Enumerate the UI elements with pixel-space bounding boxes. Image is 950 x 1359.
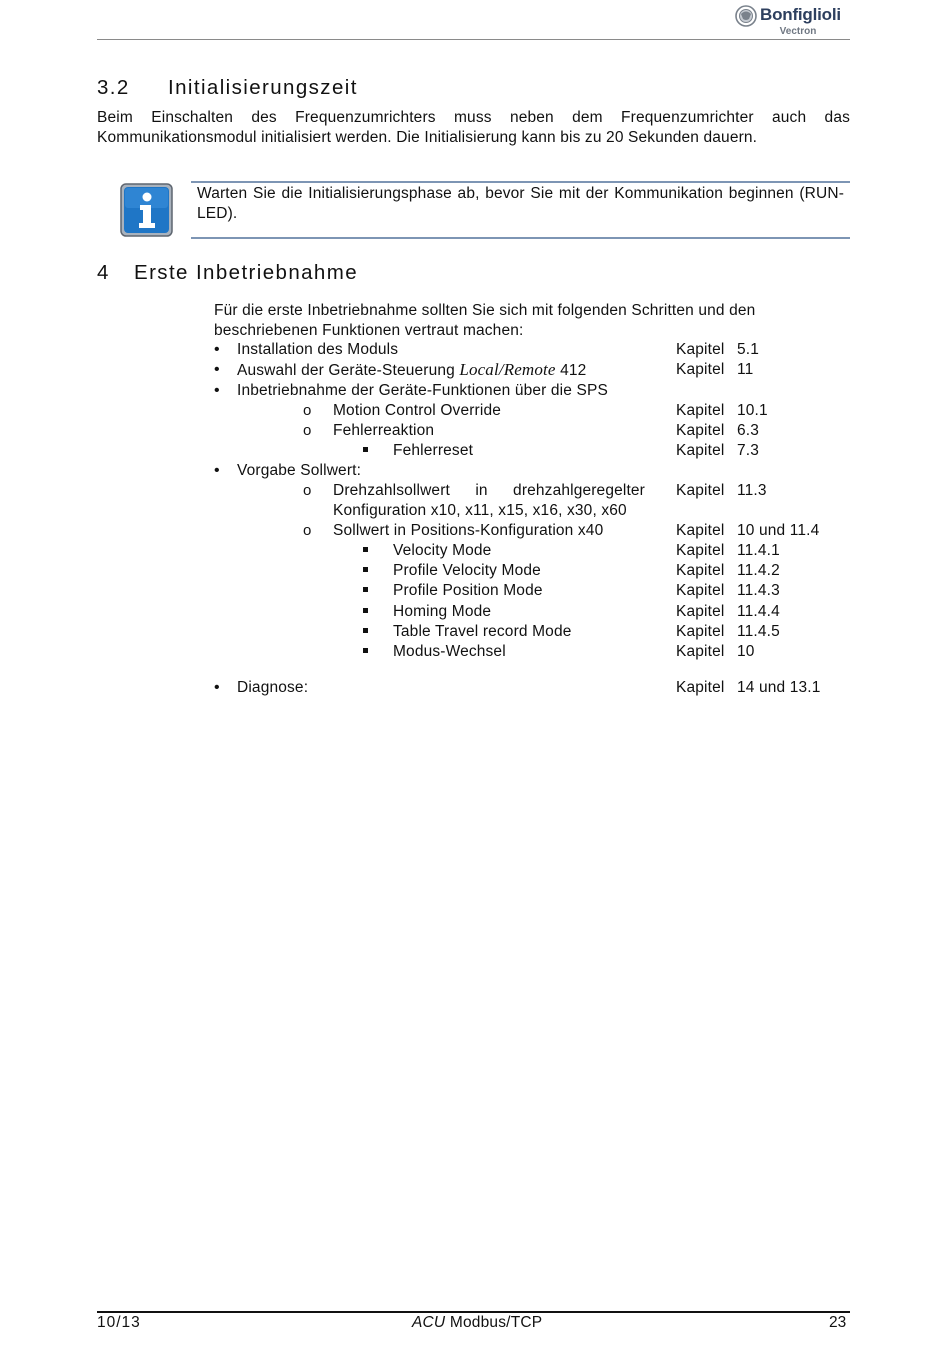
list-item-label: Velocity Mode	[393, 542, 492, 559]
chapter-label: Kapitel	[676, 603, 725, 620]
chapter-ref: 11	[737, 361, 754, 378]
list-item	[214, 602, 850, 622]
section-paragraph: Beim Einschalten des Frequenzumrichters muss neben dem Frequenzumrichter auch das Kommunikationsmodul initialisiert werden. Die Initialisierung kann bis zu 20 Sekunden dauern.	[97, 109, 850, 146]
note-divider-bottom	[191, 237, 850, 239]
chapter-ref: 7.3	[737, 442, 759, 459]
chapter-label: Kapitel	[676, 679, 725, 696]
list-item	[214, 401, 850, 421]
chapter-ref: 11.4.3	[737, 582, 780, 599]
bullet-icon: •	[214, 462, 220, 479]
chapter-label: Kapitel	[676, 582, 725, 599]
list-item-label: Modus-Wechsel	[393, 643, 506, 660]
chapter-label: Kapitel	[676, 482, 725, 499]
section-intro: Für die erste Inbetriebnahme sollten Sie sich mit folgenden Schritten und den beschriebenen Funktionen vertraut machen:	[214, 302, 756, 339]
list-item	[214, 561, 850, 581]
list-item-label: Profile Velocity Mode	[393, 562, 541, 579]
square-bullet-icon	[363, 602, 368, 620]
square-bullet-icon	[363, 541, 368, 559]
section-title: Initialisierungszeit	[168, 76, 358, 99]
header-divider	[97, 39, 850, 40]
bonfiglioli-logo-icon	[735, 5, 757, 27]
chapter-ref: 11.4.4	[737, 603, 780, 620]
label-text: Auswahl der Geräte-Steuerung	[237, 362, 455, 379]
square-bullet-icon	[363, 581, 368, 599]
chapter-ref: 10	[737, 643, 755, 660]
footer-divider	[97, 1311, 850, 1313]
product-name-italic: ACU	[412, 1314, 446, 1331]
list-item	[214, 622, 850, 642]
list-item	[214, 461, 850, 481]
bullet-icon: •	[214, 361, 220, 378]
square-bullet-icon	[363, 642, 368, 660]
chapter-label: Kapitel	[676, 442, 725, 459]
chapter-label: Kapitel	[676, 361, 725, 378]
list-item	[214, 581, 850, 601]
square-bullet-icon	[363, 622, 368, 640]
company-logo	[735, 3, 850, 39]
page-number: 23	[829, 1314, 847, 1331]
list-item	[214, 421, 850, 441]
chapter-ref: 11.3	[737, 482, 767, 499]
chapter-label: Kapitel	[676, 643, 725, 660]
list-item-label	[237, 360, 586, 381]
chapter-label: Kapitel	[676, 341, 725, 358]
list-item-continuation	[214, 501, 850, 521]
list-item	[214, 678, 850, 698]
list-item-label: Vorgabe Sollwert:	[237, 462, 362, 479]
list-item	[214, 642, 850, 662]
list-item-label: Motion Control Override	[333, 402, 501, 419]
chapter-ref: 11.4.5	[737, 623, 780, 640]
footer-date: 10/13	[97, 1314, 141, 1331]
section-title: Erste Inbetriebnahme	[134, 261, 359, 284]
square-bullet-icon	[363, 441, 368, 459]
section-number: 3.2	[97, 76, 130, 99]
chapter-label: Kapitel	[676, 562, 725, 579]
chapter-ref: 14 und 13.1	[737, 679, 821, 696]
list-item-label: Diagnose:	[237, 679, 309, 696]
list-item	[214, 441, 850, 461]
chapter-label: Kapitel	[676, 422, 725, 439]
chapter-ref: 10 und 11.4	[737, 522, 820, 539]
list-item-label: Profile Position Mode	[393, 582, 543, 599]
section-number: 4	[97, 261, 110, 284]
list-item-label: Inbetriebnahme der Geräte-Funktionen über die SPS	[237, 382, 608, 399]
chapter-label: Kapitel	[676, 542, 725, 559]
parameter-number: 412	[560, 362, 587, 379]
bullet-icon: •	[214, 382, 220, 399]
list-item	[214, 381, 850, 401]
list-item	[214, 360, 850, 380]
list-item	[214, 521, 850, 541]
list-item-label: Table Travel record Mode	[393, 623, 572, 640]
circle-bullet-icon: o	[303, 522, 312, 539]
list-item-label-line2: Konfiguration x10, x11, x15, x16, x30, x60	[333, 502, 627, 519]
logo-name: Bonfiglioli	[760, 5, 841, 24]
info-icon	[120, 183, 173, 237]
list-item-label: Homing Mode	[393, 603, 492, 620]
chapter-label: Kapitel	[676, 623, 725, 640]
list-item-label: Fehlerreset	[393, 442, 474, 459]
list-item	[214, 481, 850, 501]
bullet-icon: •	[214, 341, 220, 358]
note-divider-top	[191, 181, 850, 183]
footer-product	[412, 1314, 542, 1332]
square-bullet-icon	[363, 561, 368, 579]
logo-subtitle: Vectron	[779, 26, 817, 37]
product-name: Modbus/TCP	[449, 1314, 543, 1331]
circle-bullet-icon: o	[303, 402, 312, 419]
note-text: Warten Sie die Initialisierungsphase ab, bevor Sie mit der Kommunikation beginnen (RUN-LED).	[197, 185, 844, 222]
chapter-ref: 6.3	[737, 422, 759, 439]
chapter-label: Kapitel	[676, 402, 725, 419]
list-item-label: Sollwert in Positions-Konfiguration x40	[333, 522, 604, 539]
list-item	[214, 541, 850, 561]
chapter-ref: 11.4.2	[737, 562, 780, 579]
bullet-icon: •	[214, 679, 220, 696]
list-item-label: Fehlerreaktion	[333, 422, 435, 439]
chapter-ref: 10.1	[737, 402, 768, 419]
list-item-label: Installation des Moduls	[237, 341, 399, 358]
circle-bullet-icon: o	[303, 422, 312, 439]
chapter-ref: 11.4.1	[737, 542, 780, 559]
chapter-label: Kapitel	[676, 522, 725, 539]
circle-bullet-icon: o	[303, 482, 312, 499]
chapter-ref: 5.1	[737, 341, 759, 358]
list-item	[214, 340, 850, 360]
list-item-label: Drehzahlsollwert in drehzahlgeregelter	[333, 482, 645, 499]
parameter-name: Local/Remote	[459, 360, 556, 379]
